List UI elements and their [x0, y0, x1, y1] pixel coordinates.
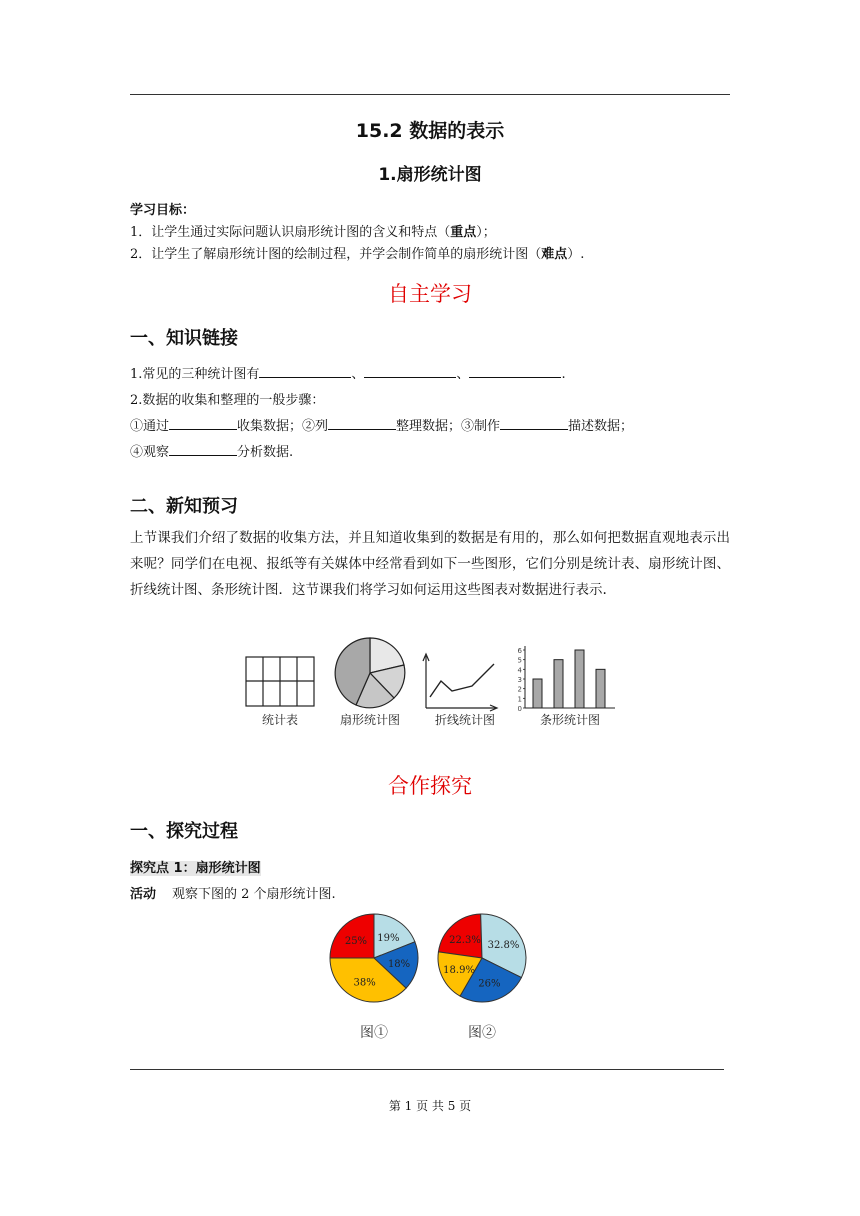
answer-blank[interactable]	[169, 441, 237, 456]
bar	[554, 660, 563, 708]
answer-blank[interactable]	[469, 363, 561, 378]
question-2: 2.数据的收集和整理的一般步骤：	[130, 393, 325, 408]
section-cooperation: 合作探究	[388, 774, 472, 798]
answer-blank[interactable]	[364, 363, 456, 378]
objective-2-text: 2．让学生了解扇形统计图的绘制过程，并学会制作简单的扇形统计图（	[130, 247, 542, 262]
pie-2-caption: 图②	[468, 1025, 496, 1041]
objective-2-key: 难点	[541, 247, 568, 262]
bar-chart-figure	[518, 646, 615, 713]
preview-paragraph: 上节课我们介绍了数据的收集方法，并且知道收集到的数据是有用的，那么如何把数据直观地表示出来呢？同学们在电视、报纸等有关媒体中经常看到如下一些图形，它们分别是统计表、扇形统计图、折线统计图、条形统计图．这节课我们将学习如何运用这些图表对数据进行表示.	[130, 530, 730, 598]
bar-tick-label: 6	[517, 647, 522, 655]
caption-line: 折线统计图	[434, 713, 496, 727]
activity-text: 观察下图的 2 个扇形统计图.	[172, 887, 336, 902]
activity-label: 活动	[130, 887, 157, 902]
explore-heading: 一、探究过程	[130, 821, 238, 842]
step-text: ④观察	[130, 445, 170, 460]
answer-blank[interactable]	[500, 415, 568, 430]
q1-end: .	[561, 367, 566, 382]
page-subtitle: 1.扇形统计图	[378, 165, 482, 185]
pie-slice-label: 18.9%	[443, 965, 475, 977]
bar-tick-label: 3	[517, 676, 522, 684]
bar	[575, 650, 584, 708]
explore-block	[130, 856, 730, 908]
pie-1-caption: 图①	[360, 1025, 388, 1041]
bar-tick-label: 1	[517, 695, 522, 704]
preview-heading: 二、新知预习	[130, 496, 238, 517]
step-text: 分析数据.	[237, 445, 294, 460]
objective-1-text: 1．让学生通过实际问题认识扇形统计图的含义和特点（	[130, 225, 451, 240]
table-figure	[246, 657, 314, 706]
step-text: 收集数据；②列	[237, 419, 329, 434]
bar	[596, 669, 605, 708]
question-1	[130, 362, 730, 388]
section-self-study: 自主学习	[388, 282, 472, 306]
knowledge-link-block	[130, 362, 730, 466]
objective-item-1	[130, 222, 730, 244]
footer-rule	[130, 1069, 724, 1070]
objective-item-2	[130, 244, 730, 266]
pie-charts-figure	[320, 910, 550, 1050]
explore-point-label: 探究点 1：扇形统计图	[130, 861, 261, 876]
caption-bar: 条形统计图	[539, 713, 601, 727]
step-text: 整理数据；③制作	[396, 419, 501, 434]
pie-chart-2	[438, 914, 526, 1002]
bar-tick-label: 0	[517, 705, 522, 713]
page-footer: 第 1 页 共 5 页	[388, 1099, 472, 1113]
objective-1-key: 重点	[450, 225, 477, 240]
page-title: 15.2 数据的表示	[355, 120, 505, 142]
pie-figure	[335, 638, 405, 708]
knowledge-link-heading: 一、知识链接	[130, 328, 238, 349]
chart-types-figure	[240, 636, 620, 730]
pie-slice-label: 38%	[353, 977, 376, 989]
pie-slice-label: 18%	[387, 958, 411, 970]
pie-chart-1	[330, 914, 418, 1002]
pie-slice-label: 32.8%	[487, 940, 520, 952]
objectives-block	[130, 200, 730, 266]
answer-blank[interactable]	[169, 415, 237, 430]
pie-slice-label: 25%	[344, 935, 368, 947]
separator: 、	[456, 367, 470, 382]
bar	[533, 679, 542, 708]
separator: 、	[351, 367, 365, 382]
bar-tick-label: 4	[517, 666, 522, 675]
steps-line-2	[130, 440, 730, 466]
answer-blank[interactable]	[259, 363, 351, 378]
caption-pie: 扇形统计图	[339, 713, 401, 727]
answer-blank[interactable]	[328, 415, 396, 430]
line-chart-figure	[423, 654, 497, 711]
header-rule	[130, 94, 730, 95]
bar-tick-label: 5	[517, 656, 522, 665]
bar-tick-label: 2	[517, 685, 522, 694]
objectives-label: 学习目标：	[130, 203, 196, 218]
step-text: 描述数据；	[568, 419, 634, 434]
pie-slice-label: 19%	[377, 932, 400, 944]
pie-slice-label: 22.3%	[449, 934, 481, 946]
pie-slice-label: 26%	[478, 978, 501, 990]
q1-text: 1.常见的三种统计图有	[130, 367, 260, 382]
objective-1-end: ）；	[476, 225, 496, 240]
caption-table: 统计表	[261, 713, 299, 727]
objective-2-end: ）.	[567, 247, 585, 262]
activity-line	[130, 882, 730, 908]
steps-line-1	[130, 414, 730, 440]
step-text: ①通过	[130, 419, 170, 434]
